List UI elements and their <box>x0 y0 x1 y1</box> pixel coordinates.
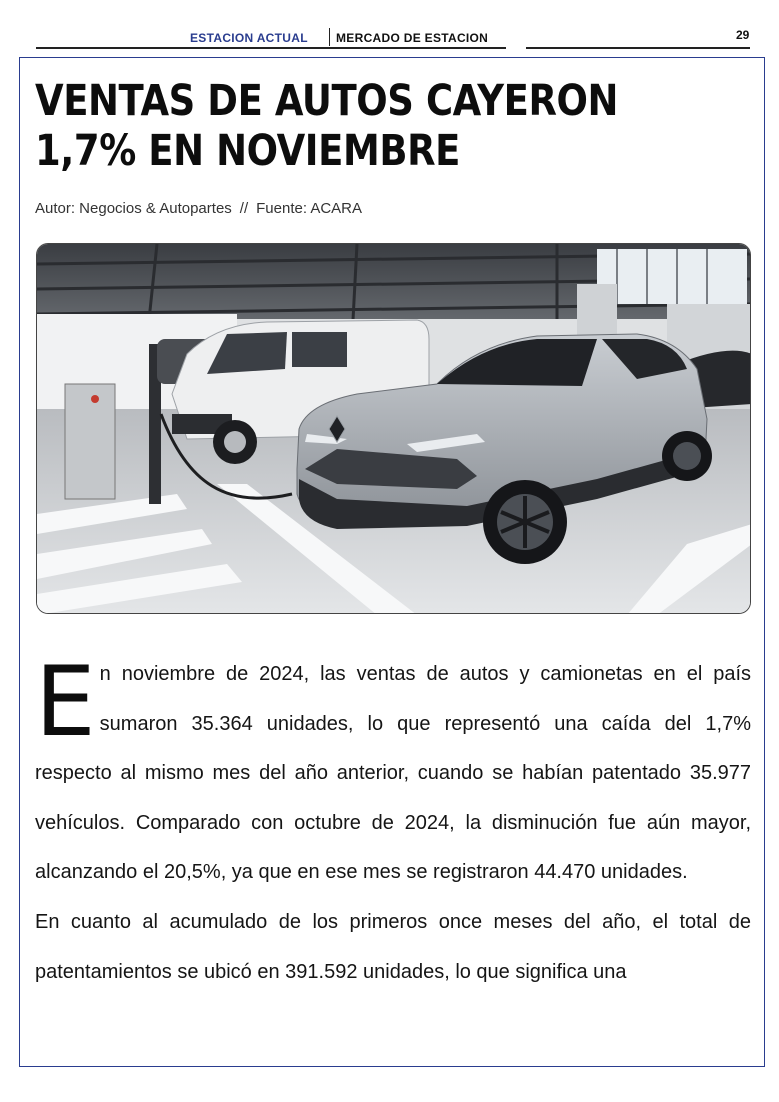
section-name: ESTACION ACTUAL <box>190 31 308 45</box>
header-rule <box>526 47 750 49</box>
header-divider <box>329 28 330 46</box>
subsection-name: MERCADO DE ESTACION <box>336 31 489 45</box>
article-title: VENTAS DE AUTOS CAYERON 1,7% EN NOVIEMBRE <box>35 76 619 176</box>
article-body <box>35 646 751 997</box>
byline-separator: // <box>239 200 249 217</box>
paragraph <box>35 898 751 997</box>
car-dealership-photo <box>37 244 751 614</box>
byline-source: Fuente: ACARA <box>256 200 363 217</box>
byline-author: Autor: Negocios & Autopartes <box>35 200 232 217</box>
paragraph <box>35 646 751 898</box>
paragraph-text: n noviembre de 2024, las ventas de autos y camionetas en el país sumaron 35.364 unidades, lo que representó una caída del 1,7% respecto al mismo mes del año anterior, cuando se habían patentado 35.977 vehículos. Comparado con octubre de 2024, la disminución fue aún mayor, alcanzando el 20,5%, ya que en ese mes se registraron 44.470 unidades. <box>35 663 751 884</box>
page-header <box>0 0 779 55</box>
header-rule <box>36 47 506 49</box>
byline <box>35 200 362 217</box>
paragraph-text: En cuanto al acumulado de los primeros once meses del año, el total de patentamientos se ubicó en 391.592 unidades, lo que significa una <box>35 910 751 983</box>
article-photo <box>36 243 751 614</box>
page-number: 29 <box>736 28 750 42</box>
drop-cap: E <box>35 646 96 758</box>
